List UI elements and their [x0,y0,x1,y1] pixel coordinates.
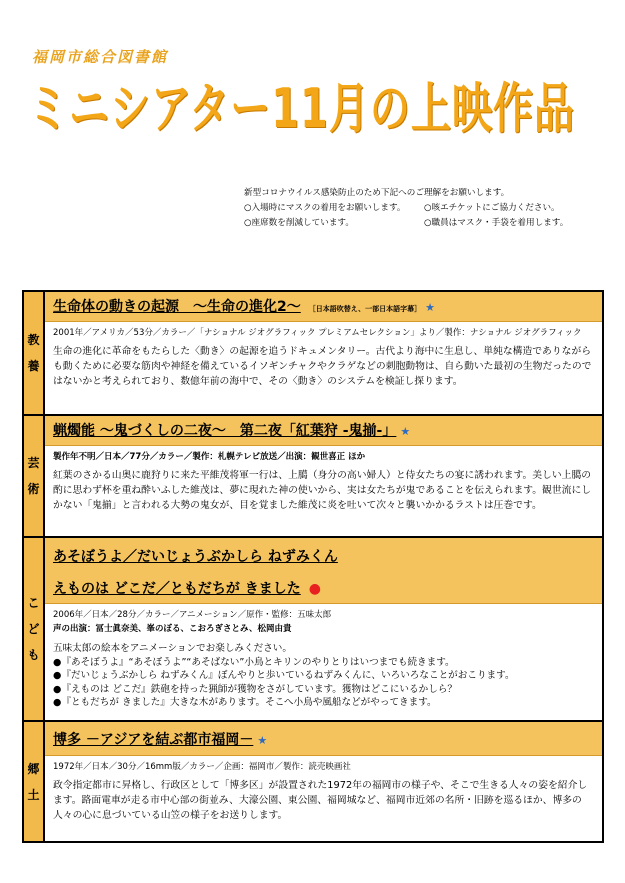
category-char: 芸 [27,456,40,470]
episode-list [45,656,602,710]
notice-row [244,216,594,231]
category-char: 術 [27,482,40,496]
section-children [24,538,602,722]
program-cast: 声の出演：冨士眞奈美、峯のぼる、こおろぎさとみ、松岡由貴 [53,624,292,634]
category-label [24,416,45,536]
category-label [24,538,45,720]
list-item: ●『あそぼうよ』“あそぼうよ”“あそばない”小鳥とキリンのやりとりはいつまでも続きます。 [53,656,455,668]
notice-item: ○座席数を削減しています。 [244,218,354,228]
program-subtitle: ［日本語吹替え、一部日本語字幕］ [308,305,422,313]
category-char: 養 [27,359,40,373]
program-title: あそぼうよ／だいじょうぶかしら ねずみくん [53,549,338,565]
notice-item: ○咳エチケットにご協力ください。 [424,203,560,213]
list-item: ●『ともだちが きました』大きな木があります。そこへ小鳥や風船などがやってきます。 [53,697,437,708]
star-icon: ★ [257,734,268,747]
notice-box [244,186,594,231]
notice-row [244,201,594,216]
section-title-band [45,416,602,446]
list-item: ●『だいじょうぶかしら ねずみくん』ぼんやりと歩いているねずみくんに、いろいろなことがおこります。 [53,670,515,681]
category-char: ど [27,622,40,636]
category-char: こ [27,596,40,610]
program-title: えものは どこだ／ともだちが きました [53,581,301,597]
section-arts [24,416,602,538]
list-item: ●『えものは どこだ』鉄砲を持った猟師が獲物をさがしています。獲物はどこにいるかしら？ [53,683,457,695]
notice-item: ○職員はマスク・手袋を着用します。 [424,218,569,228]
star-icon: ★ [425,301,436,314]
program-description: 紅葉のさかる山奥に鹿狩りに来た平維茂将軍一行は、上臈（身分の高い婦人）と侍女たちの宴に誘われます。美しい上臈の酌に思わず杯を重ね酔いふした維茂は、夢に現れた神の使いから、実は女たちが鬼であることを伝えられます。観世流にしかない「鬼揃」と言われる大勢の鬼女が、目を覚ました維茂に炎を吐いて次々と襲いかかるラストは圧巻です。 [53,470,592,511]
program-title: 蝋燭能 ～鬼づくしの二夜～ 第二夜「紅葉狩 -鬼揃-」 [53,423,397,439]
program-description: 政令指定都市に昇格し、行政区として「博多区」が設置された1972年の福岡市の様子や、そこで生きる人々の姿を紹介します。路面電車が走る市中心部の街並み、大濠公園、東公園、福岡城など、福岡市近郊の名所・旧跡を巡るほか、博多の人々の心に息づいている山笠の様子をお送りします。 [53,780,588,821]
program-meta: 2001年／アメリカ／53分／カラー／「ナショナル ジオグラフィック プレミアムセレクション」より／製作：ナショナル ジオグラフィック [53,328,582,338]
section-title-band [45,538,602,604]
program-meta: 1972年／日本／30分／16mm版／カラー／企画：福岡市／製作：読売映画社 [53,762,351,772]
category-label [24,722,45,841]
program-intro: 五味太郎の絵本をアニメーションでお楽しみください。 [53,643,292,654]
notice-item: ○入場時にマスクの着用をお願いします。 [244,203,406,213]
section-education [24,292,602,416]
notice-intro: 新型コロナウイルス感染防止のため下記へのご理解をお願いします。 [244,188,510,198]
program-title: 生命体の動きの起源 ～生命の進化2～ [53,299,301,315]
category-label [24,292,45,414]
red-dot-icon: ● [308,581,321,597]
section-title-band [45,292,602,322]
program-description: 生命の進化に革命をもたらした〈動き〉の起源を追うドキュメンタリー。古代より海中に生息し、単純な構造でありながらも動くために必要な筋肉や神経を備えているイソギンチャクやクラゲなどの刺胞動物は、自ら動いた最初の生物だったのではないかと考えられており、数億年前の海中で、その〈動き〉のシステムを検証し探ります。 [53,346,592,387]
program-title: 博多 －アジアを結ぶ都市福岡－ [53,732,254,748]
program-meta: 2006年／日本／28分／カラー／アニメーション／原作・監修：五味太郎 [53,610,332,620]
category-char: 郷 [27,761,40,776]
category-char: も [27,648,40,662]
star-icon: ★ [400,425,411,438]
library-name: 福岡市総合図書館 [32,48,169,66]
section-local [24,722,602,841]
category-char: 教 [27,333,40,347]
page-title: ミニシアター11月の上映作品 [28,78,575,141]
category-char: 土 [27,787,40,802]
program-meta: 製作年不明／日本／77分／カラー／製作：札幌テレビ放送／出演：観世喜正 ほか [53,452,366,462]
section-title-band [45,722,602,756]
